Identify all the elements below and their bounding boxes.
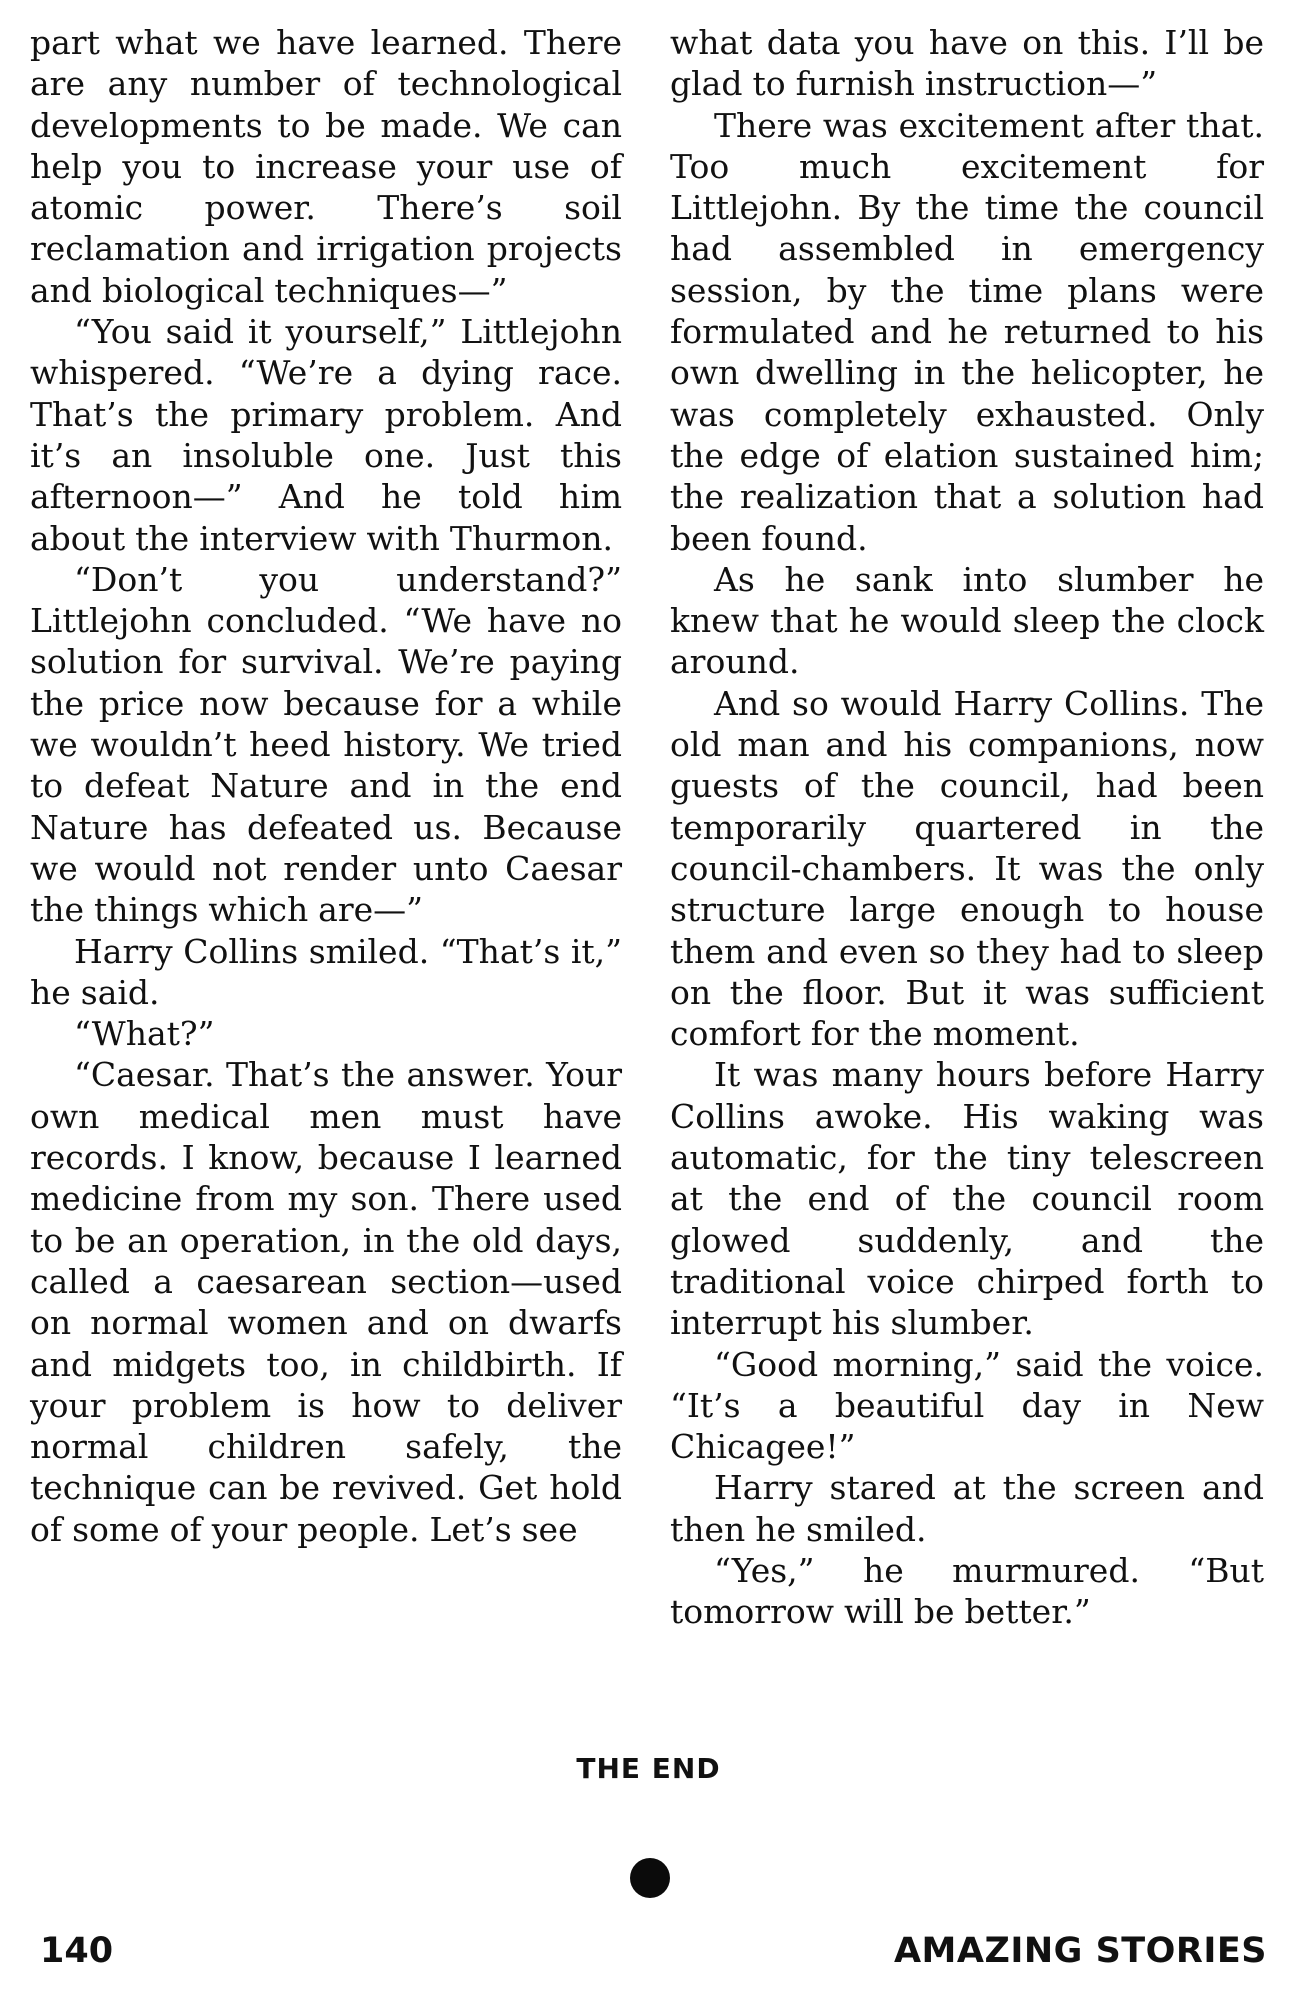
paragraph: “Good morning,” said the voice. “It’s a beautiful day in New Chicagee!” bbox=[670, 1344, 1264, 1467]
end-dot-icon bbox=[630, 1858, 670, 1898]
paragraph: part what we have learned. There are any number of technological developments to be made. We can help you to increase your use of atomic power. There’s soil reclamation and irrigation projects and biological techniques—” bbox=[30, 23, 622, 310]
paragraph: Harry stared at the screen and then he smiled. bbox=[670, 1468, 1264, 1549]
paragraph: “Don’t you understand?” Littlejohn concluded. “We have no solution for survival. We’re paying the price now because for a while we wouldn’t heed history. We tried to defeat Nature and in the end Nature has defeated us. Because we would not render unto Caesar the things which are—” bbox=[30, 559, 622, 930]
right-column bbox=[670, 22, 1264, 1633]
the-end-heading: THE END bbox=[576, 1752, 721, 1785]
magazine-name: AMAZING STORIES bbox=[893, 1931, 1267, 1971]
paragraph: “Caesar. That’s the answer. Your own medical men must have records. I know, because I learned medicine from my son. There used to be an operation, in the old days, called a caesarean section—used on normal women and on dwarfs and midgets too, in childbirth. If your problem is how to deliver normal children safely, the technique can be revived. Get hold of some of your people. Let’s see bbox=[30, 1055, 622, 1549]
paragraph: And so would Harry Collins. The old man and his companions, now guests of the council, had been temporarily quartered in the council-chambers. It was the only structure large enough to house them and even so they had to sleep on the floor. But it was sufficient comfort for the moment. bbox=[670, 683, 1264, 1054]
paragraph: “What?” bbox=[74, 1014, 215, 1054]
paragraph: There was excitement after that. Too much excitement for Littlejohn. By the time the council had assembled in emergency session, by the time plans were formulated and he returned to his own dwelling in the helicopter, he was completely exhausted. Only the edge of elation sustained him; the realization that a solution had been found. bbox=[670, 105, 1264, 558]
paragraph: what data you have on this. I’ll be glad to furnish instruction—” bbox=[670, 23, 1264, 104]
paragraph: “Yes,” he murmured. “But tomorrow will be better.” bbox=[670, 1550, 1264, 1632]
left-column bbox=[30, 22, 622, 1550]
paragraph: As he sank into slumber he knew that he would sleep the clock around. bbox=[670, 559, 1264, 682]
paragraph: Harry Collins smiled. “That’s it,” he said. bbox=[30, 931, 622, 1012]
page-number: 140 bbox=[40, 1931, 114, 1971]
paragraph: “You said it yourself,” Littlejohn whispered. “We’re a dying race. That’s the primary problem. And it’s an insoluble one. Just this afternoon—” And he told him about the interview with Thurmon. bbox=[30, 312, 622, 558]
paragraph: It was many hours before Harry Collins awoke. His waking was automatic, for the tiny telescreen at the end of the council room glowed suddenly, and the traditional voice chirped forth to interrupt his slumber. bbox=[670, 1055, 1264, 1343]
